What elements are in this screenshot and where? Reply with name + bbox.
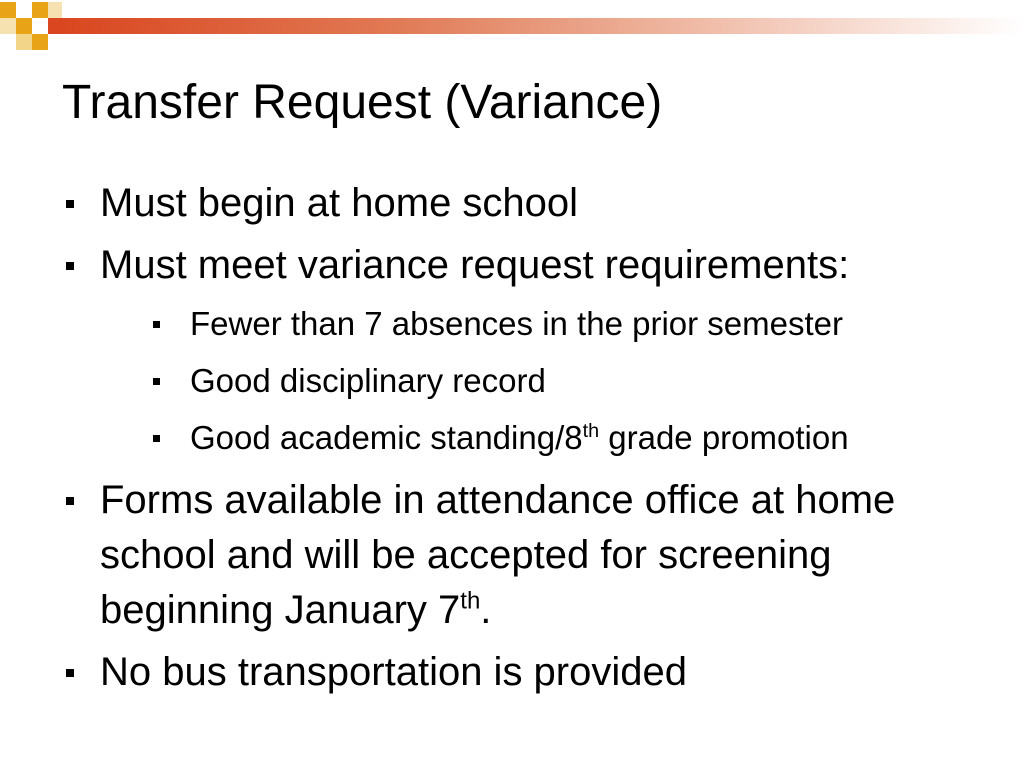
slide-title: Transfer Request (Variance) [62, 76, 663, 129]
sub-bullet-item [100, 295, 1002, 352]
square-bullet-icon [153, 378, 160, 385]
sub-bullet-item [100, 409, 1002, 466]
bullet-text: No bus transportation is provided [100, 650, 687, 694]
sub-bullet-text-main: Good academic standing/8 [190, 419, 583, 456]
bullet-text-tail: . [480, 588, 492, 632]
sub-bullet-item [100, 352, 1002, 409]
square-bullet-icon [66, 497, 74, 505]
bullet-item [62, 238, 1002, 466]
decorative-gradient-bar [58, 18, 1024, 34]
sub-bullet-text [190, 419, 849, 456]
bullet-text [100, 478, 895, 632]
ordinal-suffix: th [460, 587, 481, 615]
bullet-text: Must meet variance request requirements: [100, 243, 850, 287]
square-bullet-icon [153, 321, 160, 328]
bullet-text-main: Forms available in attendance office at home school and will be accepted for screening beginning January 7 [100, 478, 896, 632]
square-bullet-icon [66, 200, 74, 208]
bullet-item [62, 473, 1002, 638]
square-bullet-icon [153, 435, 160, 442]
bullet-item [62, 645, 1002, 700]
sub-bullet-list [100, 295, 1002, 466]
sub-bullet-text-tail: grade promotion [599, 419, 849, 456]
square-bullet-icon [66, 262, 74, 270]
sub-bullet-text: Good disciplinary record [190, 362, 546, 399]
square-bullet-icon [66, 669, 74, 677]
bullet-list [62, 176, 1002, 707]
sub-bullet-text: Fewer than 7 absences in the prior semester [190, 305, 843, 342]
bullet-item [62, 176, 1002, 231]
bullet-text: Must begin at home school [100, 181, 579, 225]
ordinal-suffix: th [582, 420, 600, 442]
